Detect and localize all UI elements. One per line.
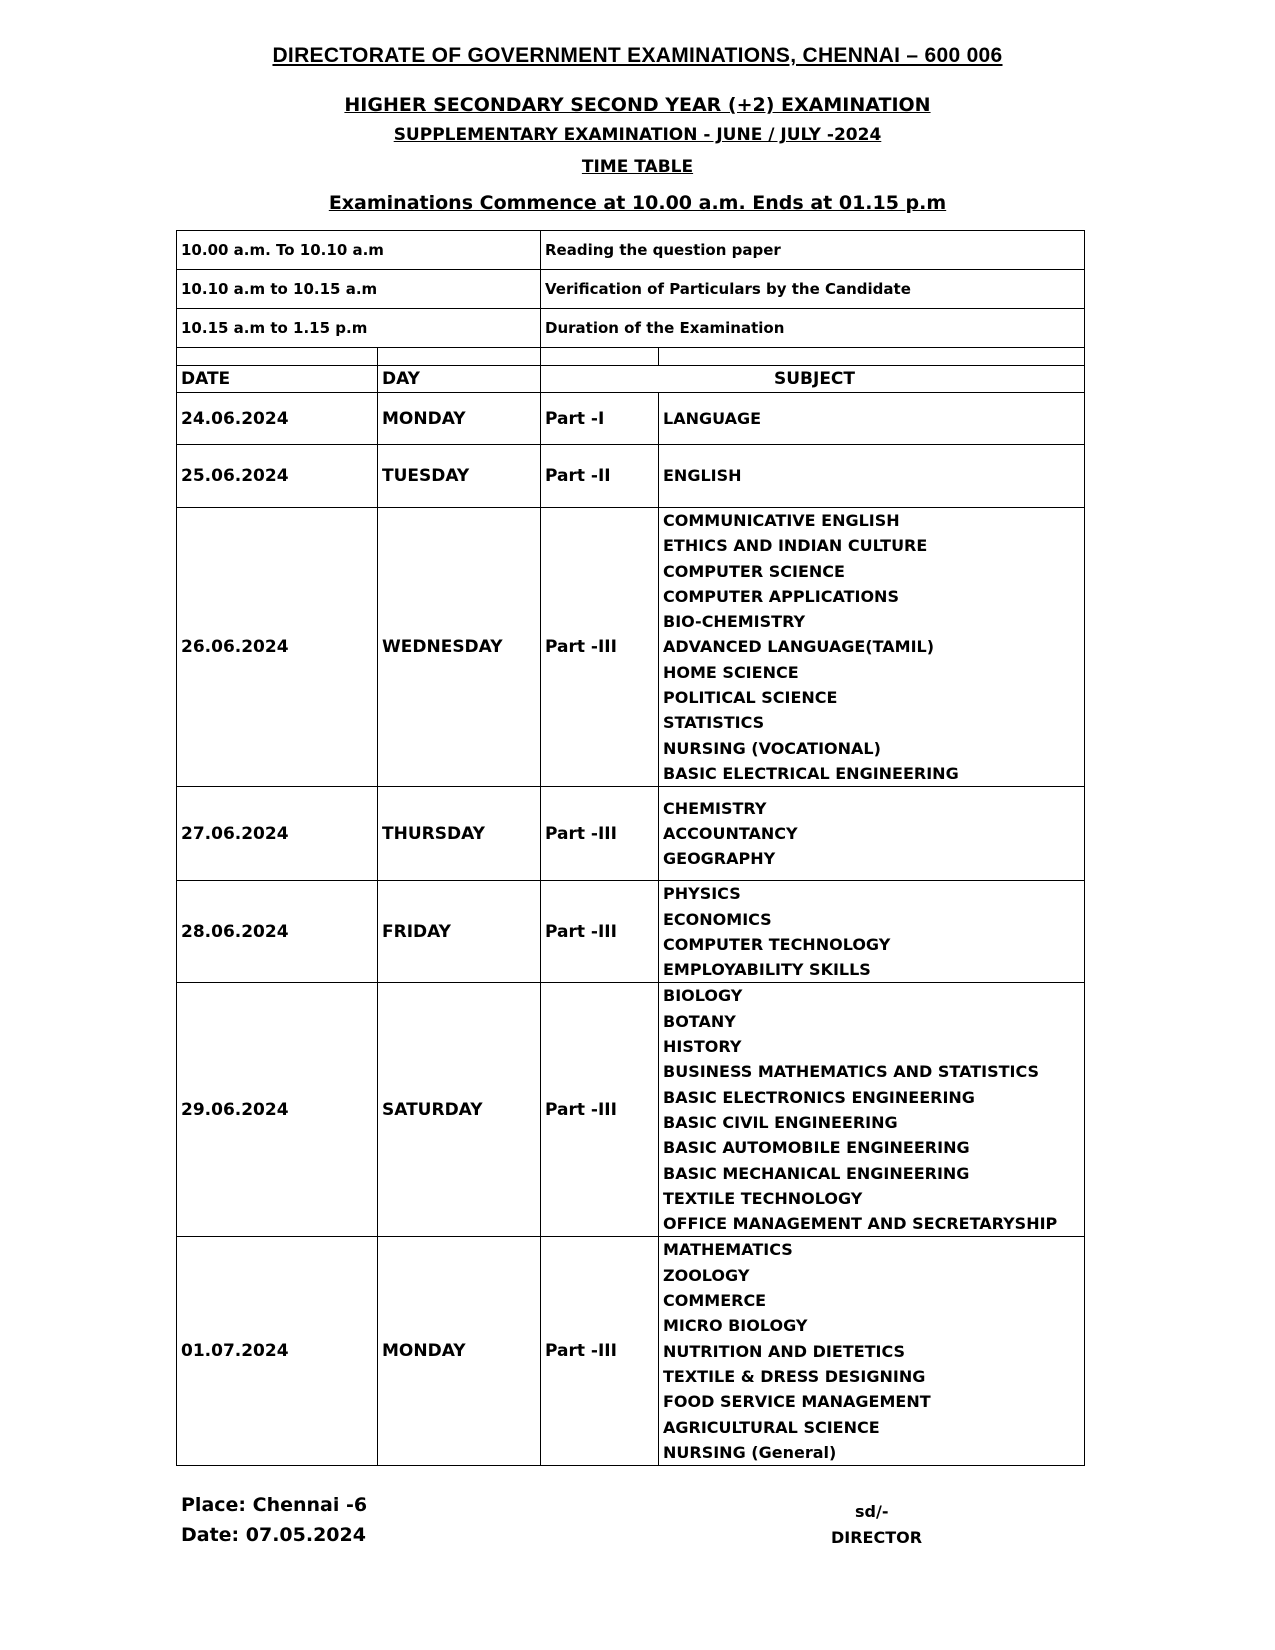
timing-time: 10.00 a.m. To 10.10 a.m [177,231,541,270]
subject-item: COMMUNICATIVE ENGLISH [663,511,900,530]
date-column-header: DATE [177,366,378,393]
subject-item: BASIC MECHANICAL ENGINEERING [663,1163,970,1183]
director-designation: DIRECTOR [831,1528,923,1547]
subject-item: FOOD SERVICE MANAGEMENT [663,1392,931,1412]
exam-part: Part -III [541,508,659,787]
place-line: Place: Chennai -6 [181,1494,368,1516]
subject-column-header: SUBJECT [541,366,1085,393]
time-table [176,230,1085,1466]
timing-activity: Verification of Particulars by the Candidate [541,270,1085,309]
subject-item: NURSING (General) [663,1442,837,1462]
exam-part: Part -III [541,881,659,983]
timing-row [177,231,1085,270]
schedule-row [177,787,1085,881]
exam-day: WEDNESDAY [378,508,541,787]
exam-part: Part -II [541,445,659,508]
spacer-cell [177,348,378,366]
subject-item: BUSINESS MATHEMATICS AND STATISTICS [663,1062,1040,1082]
exam-day: MONDAY [378,1237,541,1466]
subject-item: MICRO BIOLOGY [663,1316,808,1336]
subject-item: NUTRITION AND DIETETICS [663,1341,906,1361]
subject-list [659,508,1085,787]
schedule-row [177,445,1085,508]
subject-item: COMPUTER APPLICATIONS [663,586,899,606]
subject-item: BIO-CHEMISTRY [663,612,806,632]
subject-item: BASIC AUTOMOBILE ENGINEERING [663,1138,970,1158]
subject-item: HOME SCIENCE [663,662,799,682]
schedule-row [177,983,1085,1237]
subject-item: NURSING (VOCATIONAL) [663,738,881,758]
subject-item: EMPLOYABILITY SKILLS [663,960,871,980]
exam-day: SATURDAY [378,983,541,1237]
subject-list [659,393,1085,445]
commence-note: Examinations Commence at 10.00 a.m. Ends at 01.15 p.m [328,192,947,214]
subject-item: OFFICE MANAGEMENT AND SECRETARYSHIP [663,1214,1058,1234]
exam-day: THURSDAY [378,787,541,881]
exam-part: Part -III [541,983,659,1237]
issue-date-line: Date: 07.05.2024 [181,1524,366,1546]
subject-item: STATISTICS [663,713,765,733]
exam-date: 25.06.2024 [177,445,378,508]
subject-item: ETHICS AND INDIAN CULTURE [663,536,928,556]
subject-item: ZOOLOGY [663,1265,750,1285]
subject-item: CHEMISTRY [663,798,767,818]
directorate-title: DIRECTORATE OF GOVERNMENT EXAMINATIONS, CHENNAI – 600 006 [272,44,1003,67]
subject-item: BASIC CIVIL ENGINEERING [663,1112,898,1132]
exam-date: 29.06.2024 [177,983,378,1237]
subject-item: AGRICULTURAL SCIENCE [663,1417,880,1437]
subject-item: MATHEMATICS [663,1240,793,1260]
time-table-title: TIME TABLE [581,157,694,177]
subject-item: COMMERCE [663,1291,767,1311]
exam-title: HIGHER SECONDARY SECOND YEAR (+2) EXAMINATION [344,94,931,116]
subject-item: HISTORY [663,1037,742,1057]
exam-part: Part -I [541,393,659,445]
subject-list [659,1237,1085,1466]
schedule-row [177,881,1085,983]
subject-item: COMPUTER TECHNOLOGY [663,934,891,954]
timing-activity: Reading the question paper [541,231,1085,270]
spacer-cell [541,348,659,366]
timing-time: 10.10 a.m to 10.15 a.m [177,270,541,309]
schedule-row [177,1237,1085,1466]
subject-item: BOTANY [663,1011,736,1031]
subject-item: ECONOMICS [663,909,772,929]
subject-item: BIOLOGY [663,986,743,1006]
exam-date: 27.06.2024 [177,787,378,881]
spacer-cell [659,348,1085,366]
schedule-row [177,508,1085,787]
timing-row [177,270,1085,309]
subject-list [659,445,1085,508]
subject-list [659,983,1085,1237]
timing-time: 10.15 a.m to 1.15 p.m [177,309,541,348]
subject-item: ACCOUNTANCY [663,824,798,844]
subject-item: BASIC ELECTRONICS ENGINEERING [663,1087,975,1107]
exam-part: Part -III [541,1237,659,1466]
subject-list [659,787,1085,881]
timing-activity: Duration of the Examination [541,309,1085,348]
schedule-row [177,393,1085,445]
day-column-header: DAY [378,366,541,393]
subject-item: BASIC ELECTRICAL ENGINEERING [663,763,959,783]
exam-day: MONDAY [378,393,541,445]
subject-item: TEXTILE TECHNOLOGY [663,1188,863,1208]
spacer-cell [378,348,541,366]
subject-item: PHYSICS [663,884,741,904]
exam-day: TUESDAY [378,445,541,508]
spacer-row [177,348,1085,366]
subject-item: ENGLISH [663,466,742,486]
signature-mark: sd/- [855,1502,889,1521]
subject-item: GEOGRAPHY [663,849,776,869]
exam-day: FRIDAY [378,881,541,983]
exam-date: 26.06.2024 [177,508,378,787]
exam-date: 28.06.2024 [177,881,378,983]
subject-item: COMPUTER SCIENCE [663,561,845,581]
exam-part: Part -III [541,787,659,881]
timing-row [177,309,1085,348]
subject-list [659,881,1085,983]
column-header-row [177,366,1085,393]
subject-item: LANGUAGE [663,408,762,428]
exam-date: 01.07.2024 [177,1237,378,1466]
subject-item: ADVANCED LANGUAGE(TAMIL) [663,637,935,657]
exam-date: 24.06.2024 [177,393,378,445]
supplementary-title: SUPPLEMENTARY EXAMINATION - JUNE / JULY -2024 [393,125,882,145]
subject-item: TEXTILE & DRESS DESIGNING [663,1366,926,1386]
subject-item: POLITICAL SCIENCE [663,688,838,708]
